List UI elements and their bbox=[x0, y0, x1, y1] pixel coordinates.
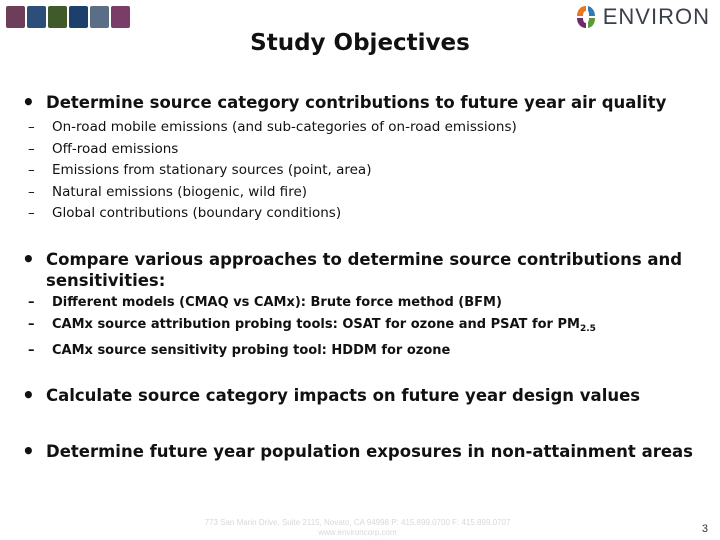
list-item bbox=[28, 139, 517, 161]
list-item-text: Different models (CMAQ vs CAMx): Brute force method (BFM) bbox=[52, 295, 502, 310]
list-item bbox=[28, 203, 517, 225]
objective-item bbox=[22, 441, 720, 462]
thumbnail-image bbox=[90, 6, 109, 28]
list-item-text: Global contributions (boundary conditions) bbox=[52, 205, 342, 221]
thumbnail-image bbox=[6, 6, 25, 28]
dash-icon: – bbox=[28, 295, 35, 310]
bullet-icon: • bbox=[22, 439, 35, 463]
list-item-text: Natural emissions (biogenic, wild fire) bbox=[52, 183, 308, 200]
objective-text: Determine future year population exposures in non-attainment areas bbox=[46, 442, 693, 461]
thumbnail-image bbox=[48, 6, 67, 28]
list-item-text: CAMx source sensitivity probing tool: HDDM for ozone bbox=[52, 343, 451, 358]
bullet-icon: • bbox=[22, 247, 35, 271]
environ-logo bbox=[575, 2, 710, 32]
list-item-text: Off-road emissions bbox=[52, 140, 179, 157]
page-number: 3 bbox=[701, 523, 708, 535]
objective-item bbox=[22, 92, 720, 113]
list-item-text: Emissions from stationary sources (point, area) bbox=[52, 162, 372, 178]
dash-icon: – bbox=[28, 119, 35, 135]
list-item bbox=[28, 340, 596, 362]
list-item bbox=[28, 182, 517, 204]
sub-list bbox=[28, 117, 517, 225]
thumbnail-image bbox=[69, 6, 88, 28]
pm-subscript: 2.5 bbox=[579, 323, 596, 334]
list-item bbox=[28, 160, 517, 182]
bullet-icon: • bbox=[22, 383, 35, 407]
list-item bbox=[28, 117, 517, 139]
thumbnail-image bbox=[111, 6, 130, 28]
list-item-text: CAMx source attribution probing tools: OSAT for ozone and PSAT for PM bbox=[52, 316, 580, 332]
footer-website: www.environcorp.com bbox=[318, 528, 397, 537]
thumbnail-image bbox=[27, 6, 46, 28]
logo-wordmark: ENVIRON bbox=[602, 4, 710, 29]
objective-text: Compare various approaches to determine source contributions and sensitivities: bbox=[46, 250, 683, 290]
list-item bbox=[28, 314, 596, 341]
dash-icon: – bbox=[28, 162, 35, 178]
header-thumbnail-strip bbox=[6, 6, 130, 28]
objective-text: Determine source category contributions to future year air quality bbox=[46, 93, 667, 112]
dash-icon: – bbox=[28, 343, 35, 358]
dash-icon: – bbox=[28, 140, 35, 157]
environ-logo-icon bbox=[575, 4, 597, 30]
sub-list bbox=[28, 292, 596, 362]
footer-address bbox=[185, 518, 530, 538]
bullet-icon: • bbox=[22, 90, 35, 114]
list-item bbox=[28, 292, 596, 314]
dash-icon: – bbox=[28, 205, 35, 221]
dash-icon: – bbox=[28, 316, 35, 332]
list-item-text: On-road mobile emissions (and sub-categories of on-road emissions) bbox=[52, 119, 517, 135]
slide-title: Study Objectives bbox=[250, 30, 470, 56]
footer-address-line: 773 San Marin Drive, Suite 2115, Novato, CA 94998 P: 415.899.0700 F: 415.899.0707 bbox=[204, 518, 511, 527]
objective-text: Calculate source category impacts on future year design values bbox=[46, 386, 641, 405]
dash-icon: – bbox=[28, 183, 35, 200]
objective-item bbox=[22, 249, 706, 291]
objective-item bbox=[22, 385, 720, 406]
